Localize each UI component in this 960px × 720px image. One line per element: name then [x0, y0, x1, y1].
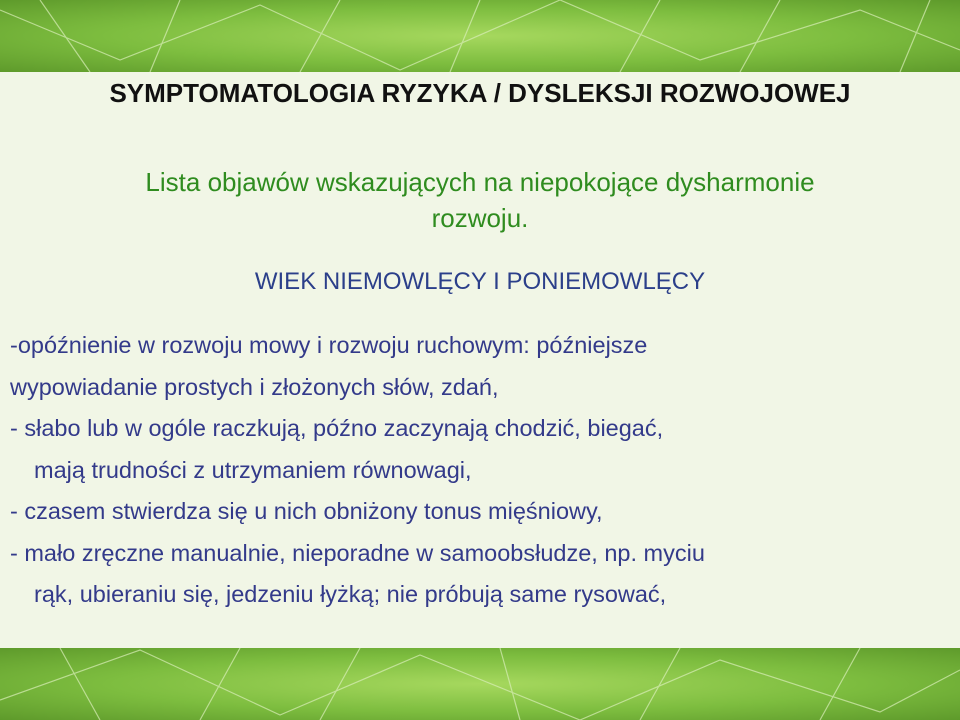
symptom-line: - czasem stwierdza się u nich obniżony tonus mięśniowy, — [10, 498, 603, 524]
symptom-line: wypowiadanie prostych i złożonych słów, zdań, — [10, 373, 499, 400]
section-heading: WIEK NIEMOWLĘCY I PONIEMOWLĘCY — [254, 268, 706, 295]
subtitle-line-1: Lista objawów wskazujących na niepokojące dysharmonie — [145, 167, 815, 197]
symptom-line: rąk, ubieraniu się, jedzeniu łyżką; nie próbują same rysować, — [34, 581, 667, 607]
slide-subtitle — [30, 164, 930, 236]
symptom-line: -opóźnienie w rozwoju mowy i rozwoju ruchowym: późniejsze — [10, 332, 648, 358]
subtitle-line-2: rozwoju. — [431, 203, 529, 233]
symptom-line: - mało zręczne manualnie, nieporadne w samoobsłudze, np. myciu — [10, 539, 705, 566]
slide-title: SYMPTOMATOLOGIA RYZYKA / DYSLEKSJI ROZWOJOWEJ — [109, 78, 851, 108]
symptom-line: - słabo lub w ogóle raczkują, późno zaczynają chodzić, biegać, — [10, 415, 664, 441]
symptom-list — [10, 325, 950, 616]
symptom-line: mają trudności z utrzymaniem równowagi, — [34, 456, 472, 483]
